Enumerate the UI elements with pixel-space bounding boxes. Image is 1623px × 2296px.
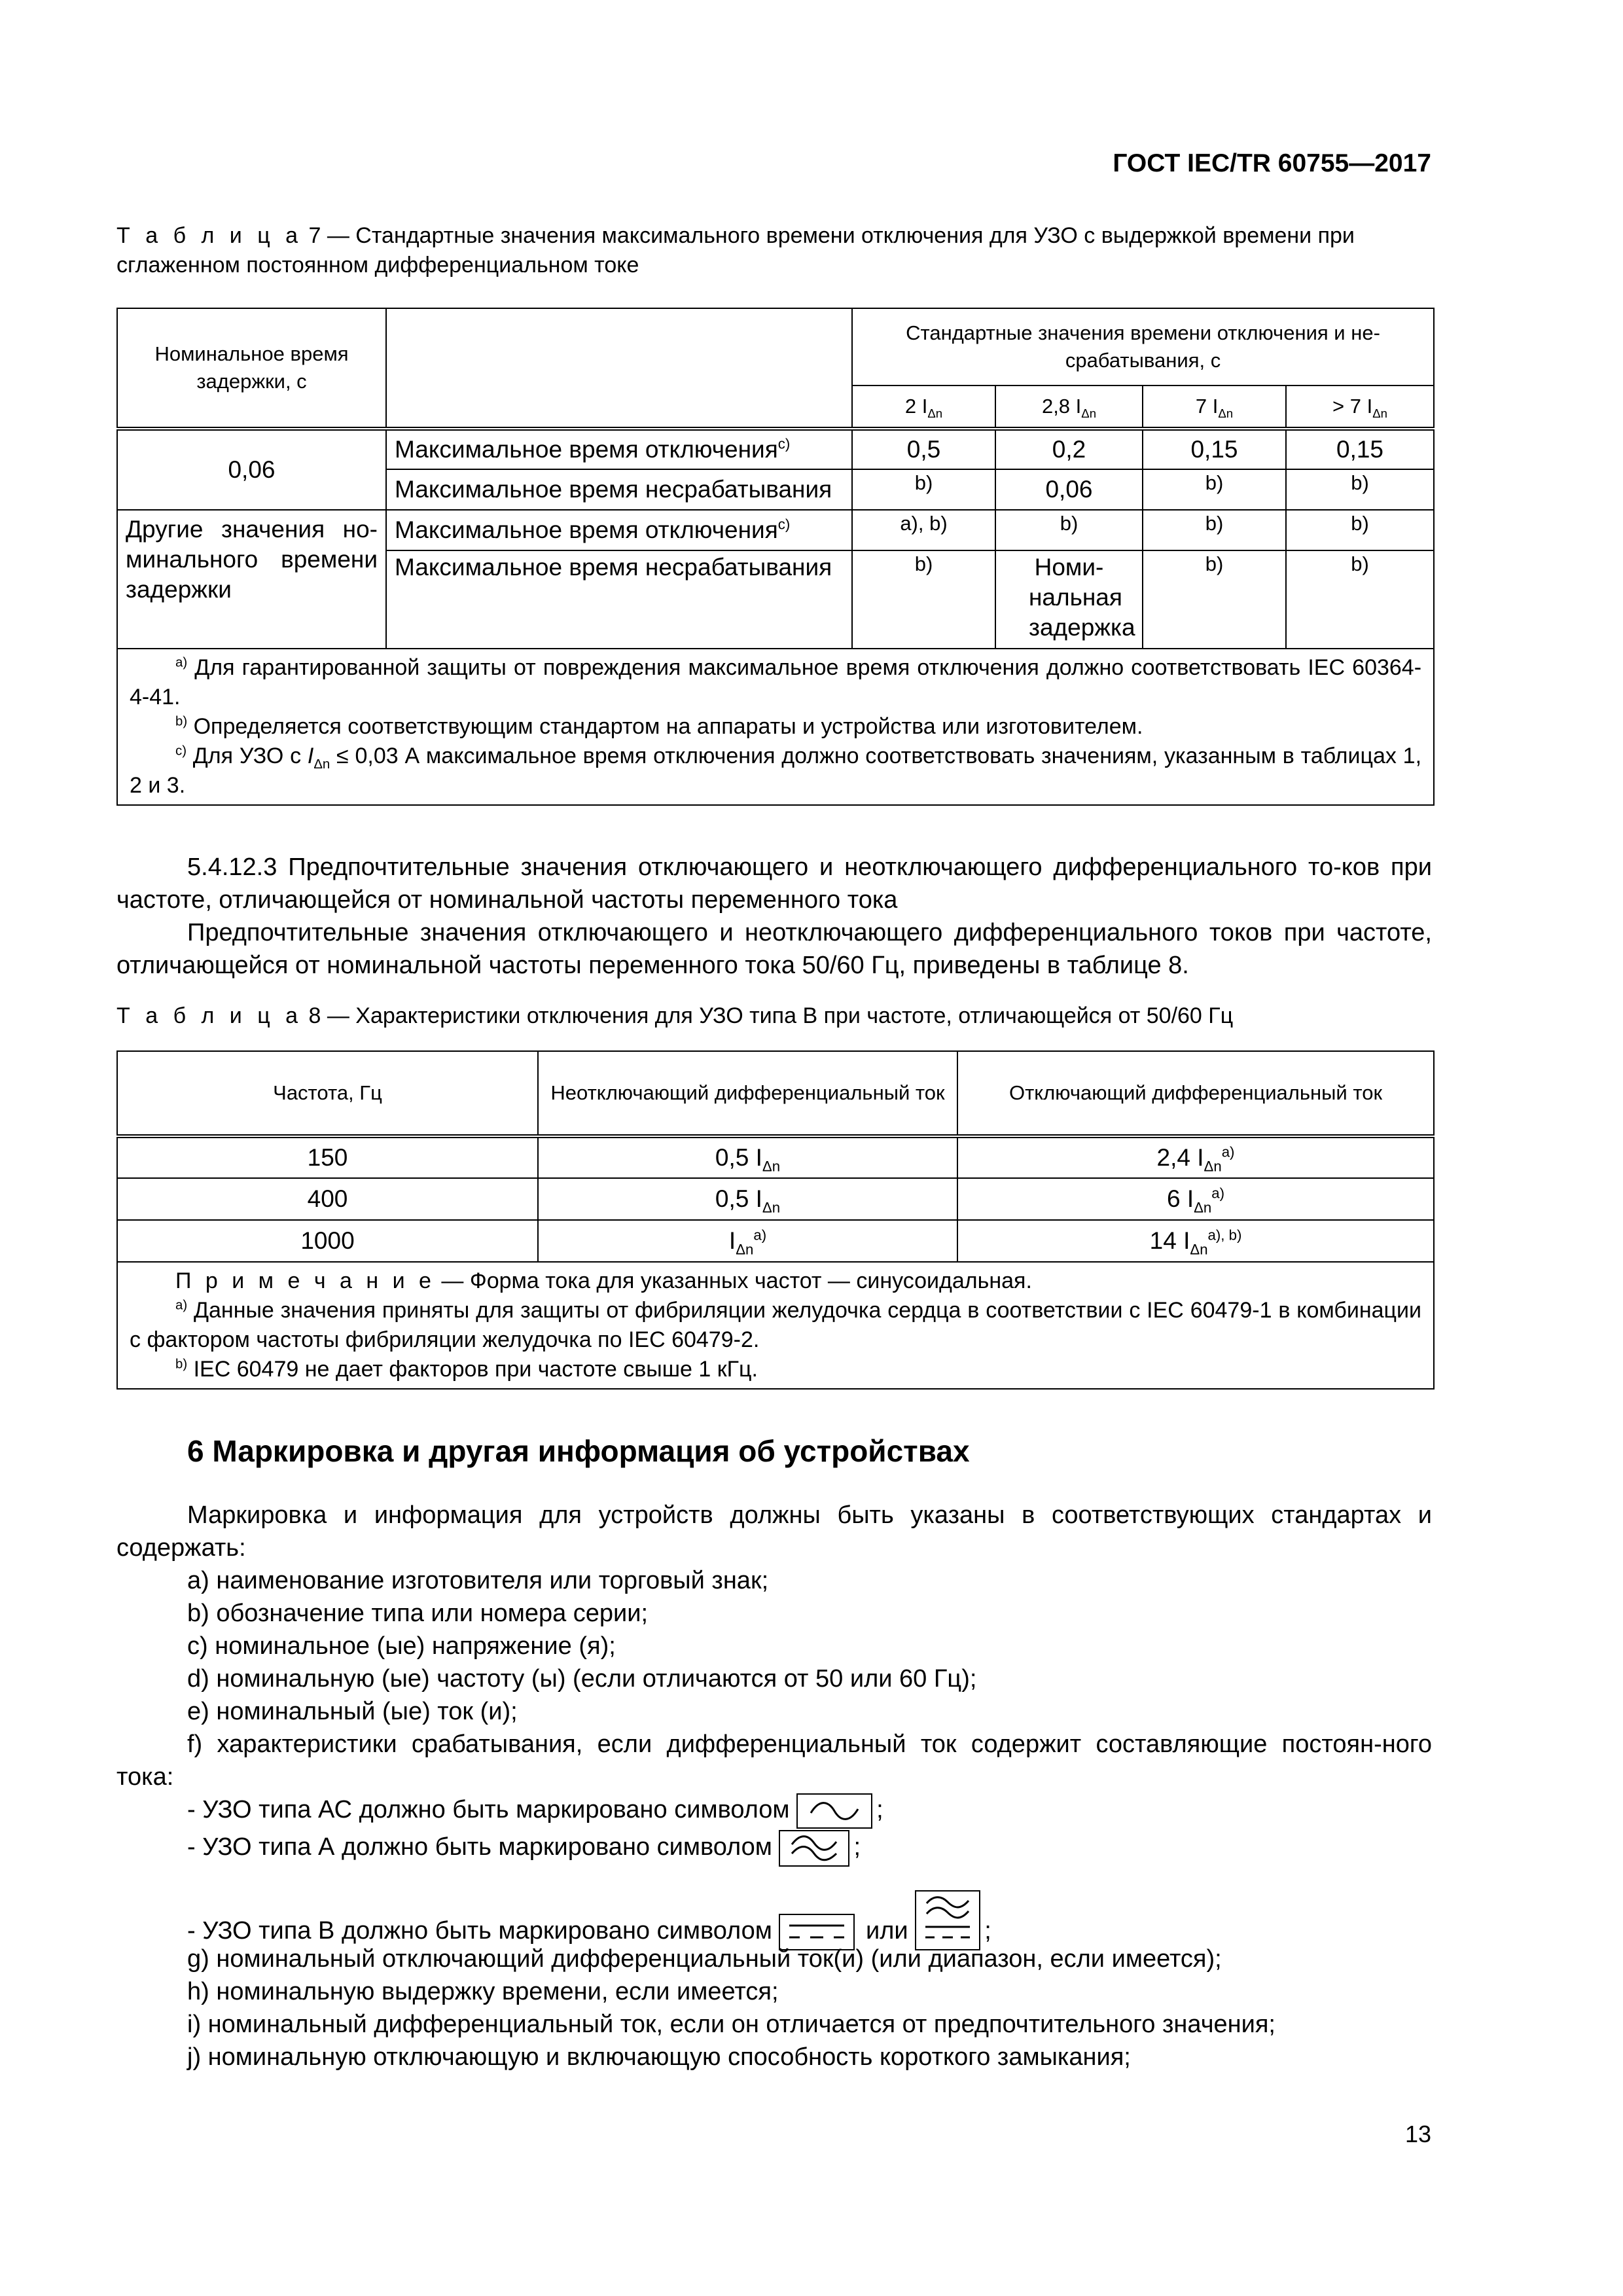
table8-caption-text: 8 — Характеристики отключения для УЗО типа В при частоте, отличающейся от 50/60 Гц: [308, 1003, 1234, 1028]
section-text: Предпочтительные значения отключающего и неотключающего дифференциального токов при частоте, отличающейся от номинальной частоты переменного тока 50/60 Гц, приведены в таблице 8.: [116, 919, 1432, 979]
ac-symbol-icon: [796, 1793, 872, 1829]
table7-col-gt7: > 7 $I_{\Delta n}$: [1286, 386, 1434, 429]
symbol-line-ac: - УЗО типа АС должно быть маркировано символом ;: [116, 1793, 1432, 1830]
table8-header-trip: Отключающий дифференциальный ток: [957, 1051, 1434, 1136]
table-cell: Номи-нальная задержка: [995, 550, 1143, 649]
table7-header-times: Стандартные значения времени отключения и не-срабатывания, с: [852, 308, 1434, 386]
table8-note: П р и м е ч а н и е — Форма тока для указанных частот — синусоидальная.: [175, 1268, 1032, 1293]
table-row: [117, 1220, 1434, 1262]
table7-footnote-c: $^{c)}$ Для УЗО с $I_{\Delta n} \le 0,03$ А максимальное время отключения должно соответствовать значениям, указанным в таблицах 1, 2 и 3.: [130, 744, 1422, 798]
table7-col-7: 7 $I_{\Delta n}$: [1143, 386, 1286, 429]
table8-footnotes: [117, 1262, 1434, 1389]
table-row: [117, 1178, 1434, 1220]
section-5-4-12-3: [116, 851, 1432, 982]
page-number: 13: [1404, 2121, 1431, 2147]
table7-r2b-label: Максимальное время несрабатывания: [386, 550, 852, 649]
smooth-dc-symbol-icon: [779, 1914, 855, 1950]
list-item: h) номинальную выдержку времени, если имеется;: [187, 1978, 779, 2005]
table7-header-delay: Номинальное время задержки, с: [117, 308, 386, 429]
table-cell: 2,4 $I_{\Delta n}^{a)}$: [957, 1136, 1434, 1178]
table8-header-non-trip: Неотключающий дифференциальный ток: [538, 1051, 957, 1136]
table7-col-2-8: 2,8 $I_{\Delta n}$: [995, 386, 1143, 429]
list-item: j) номинальную отключающую и включающую способность короткого замыкания;: [187, 2043, 1131, 2071]
table8-caption-label: Т а б л и ц а: [116, 1003, 303, 1028]
list-item: f) характеристики срабатывания, если дифференциальный ток содержит составляющие постоян-ного тока:: [116, 1731, 1432, 1791]
list-item: i) номинальный дифференциальный ток, если он отличается от предпочтительного значения;: [187, 2011, 1275, 2038]
table-cell: a), b): [852, 510, 995, 550]
list-item: е) номинальный (ые) ток (и);: [187, 1698, 518, 1725]
table7-r1a-label: Максимальное время отключения$^{c)}$: [386, 429, 852, 469]
symbol-line-a: - УЗО типа А должно быть маркировано символом ;: [116, 1830, 1432, 1871]
table7-caption: [116, 221, 1432, 280]
table-cell: $I_{\Delta n}^{a)}$: [538, 1220, 957, 1262]
table-cell: b): [1143, 469, 1286, 510]
table8-caption: [116, 1001, 1432, 1031]
table-cell: 150: [117, 1136, 538, 1178]
list-item: а) наименование изготовителя или торговый знак;: [187, 1567, 769, 1594]
table-cell: 0,5 $I_{\Delta n}$: [538, 1136, 957, 1178]
section6-list: [116, 1499, 1432, 2073]
table-cell: b): [995, 510, 1143, 550]
table-cell: 6 $I_{\Delta n}^{a)}$: [957, 1178, 1434, 1220]
table7-header-empty: [386, 308, 852, 429]
table7-caption-label: Т а б л и ц а: [116, 223, 303, 248]
table7-col-2: 2 $I_{\Delta n}$: [852, 386, 995, 429]
table-row: [117, 1136, 1434, 1178]
table7-r2a-label: Максимальное время отключения$^{c)}$: [386, 510, 852, 550]
table-cell: b): [852, 469, 995, 510]
table-cell: b): [1143, 550, 1286, 649]
table7-r1-delay: 0,06: [117, 429, 386, 510]
table7-r2-delay: Другие значения но-минального времени задержки: [117, 510, 386, 649]
list-item: b) обозначение типа или номера серии;: [187, 1600, 649, 1627]
table-cell: b): [1286, 469, 1434, 510]
table7-r1b-label: Максимальное время несрабатывания: [386, 469, 852, 510]
document-header: ГОСТ IEC/TR 60755—2017: [1113, 149, 1431, 177]
type-b-symbol-icon: [915, 1890, 980, 1950]
table7-caption-text: 7 — Стандартные значения максимального времени отключения для УЗО с выдержкой времени при сглаженном постоянном дифференциальном токе: [116, 223, 1355, 278]
table-cell: 1000: [117, 1220, 538, 1262]
section-heading: 5.4.12.3 Предпочтительные значения отключающего и неотключающего дифференциального то-ков при частоте, отличающейся от номинальной частоты переменного тока: [116, 853, 1432, 914]
table-cell: 400: [117, 1178, 538, 1220]
table-cell: b): [852, 550, 995, 649]
table-cell: 0,06: [995, 469, 1143, 510]
table7: [116, 308, 1435, 806]
section6-intro: Маркировка и информация для устройств должны быть указаны в соответствующих стандартах и содержать:: [116, 1501, 1432, 1562]
table-cell: 0,5 $I_{\Delta n}$: [538, 1178, 957, 1220]
table-cell: b): [1286, 510, 1434, 550]
table-cell: 14 $I_{\Delta n}^{a), b)}$: [957, 1220, 1434, 1262]
list-item: d) номинальную (ые) частоту (ы) (если отличаются от 50 или 60 Гц);: [187, 1665, 977, 1693]
table-cell: 0,2: [995, 429, 1143, 469]
table8-header-freq: Частота, Гц: [117, 1051, 538, 1136]
list-item: с) номинальное (ые) напряжение (я);: [187, 1632, 616, 1660]
section6-title: 6 Маркировка и другая информация об устройствах: [187, 1434, 970, 1468]
table7-footnotes: [117, 649, 1434, 805]
table8-footnote-b: $^{b)}$ IEC 60479 не дает факторов при частоте свыше 1 кГц.: [175, 1357, 758, 1382]
table-cell: 0,15: [1286, 429, 1434, 469]
table-cell: b): [1143, 510, 1286, 550]
pulsating-dc-symbol-icon: [779, 1830, 849, 1867]
table7-footnote-b: $^{b)}$ Определяется соответствующим стандартом на аппараты и устройства или изготовителем.: [175, 714, 1143, 739]
table8: [116, 1050, 1435, 1390]
symbol-line-b: - УЗО типа В должно быть маркировано символом или ;: [116, 1871, 1432, 1943]
table7-footnote-a: $^{a)}$ Для гарантированной защиты от повреждения максимальное время отключения должно соответствовать IEC 60364-4-41.: [130, 655, 1422, 709]
list-item: g) номинальный отключающий дифференциальный ток(и) (или диапазон, если имеется);: [187, 1945, 1222, 1973]
table-cell: b): [1286, 550, 1434, 649]
table-cell: 0,5: [852, 429, 995, 469]
table8-footnote-a: $^{a)}$ Данные значения приняты для защиты от фибриляции желудочка сердца в соответствии с IEC 60479-1 в комбинации с фактором частоты фибриляции желудочка по IEC 60479-2.: [130, 1298, 1421, 1352]
table-cell: 0,15: [1143, 429, 1286, 469]
